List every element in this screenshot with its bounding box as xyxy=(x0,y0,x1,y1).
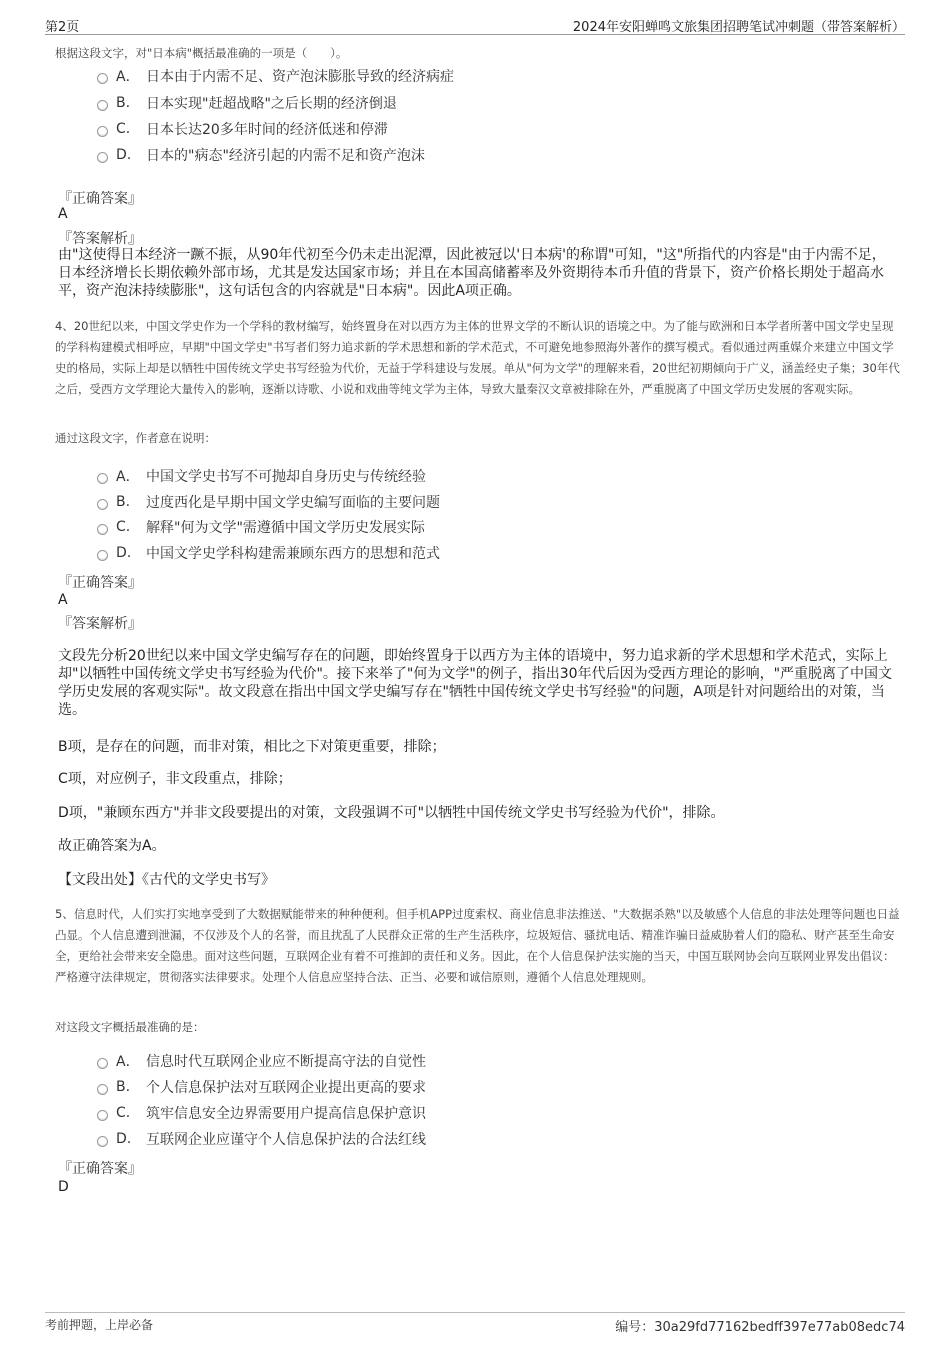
explanation-label: 『答案解析』 xyxy=(58,616,142,632)
option-d[interactable]: D. 中国文学史学科构建需兼顾东西方的思想和范式 xyxy=(97,543,440,563)
option-b[interactable]: B. 过度西化是早期中国文学史编写面临的主要问题 xyxy=(97,492,440,512)
page-header xyxy=(45,14,905,35)
radio-button[interactable] xyxy=(97,100,108,111)
option-d-note: D项，"兼顾东西方"并非文段要提出的对策，文段强调不可"以牺牲中国传统文学史书写经验为代价"，排除。 xyxy=(58,805,725,821)
document-title: 2024年安阳蝉鸣文旅集团招聘笔试冲刺题（带答案解析） xyxy=(572,20,905,35)
radio-button[interactable] xyxy=(97,126,108,137)
page-footer xyxy=(45,1312,905,1335)
explanation-text: 由"这使得日本经济一蹶不振，从90年代初至今仍未走出泥潭，因此被冠以'日本病'的称谓"可知，"这"所指代的内容是"由于内需不足，日本经济增长长期依赖外部市场，尤其是发达国家市场；并且在本国高储蓄率及外资期待本币升值的背景下，资产价格长期处于超高水平，资产泡沫持续膨胀"，这句话包含的内容就是"日本病"。因此A项正确。 xyxy=(58,247,886,299)
question-stem: 通过这段文字，作者意在说明： xyxy=(55,431,216,445)
radio-button[interactable] xyxy=(97,73,108,84)
radio-button[interactable] xyxy=(97,550,108,561)
option-b-note: B项，是存在的问题，而非对策，相比之下对策更重要，排除； xyxy=(58,739,446,755)
correct-answer: A xyxy=(58,592,68,608)
option-c[interactable]: C. 解释"何为文学"需遵循中国文学历史发展实际 xyxy=(97,517,425,537)
correct-answer-label: 『正确答案』 xyxy=(58,191,142,207)
question-stem: 对这段文字概括最准确的是： xyxy=(55,1020,205,1034)
option-d[interactable]: D. 日本的"病态"经济引起的内需不足和资产泡沫 xyxy=(97,145,425,165)
question-stem: 根据这段文字，对"日本病"概括最准确的一项是（ ）。 xyxy=(55,46,348,60)
radio-button[interactable] xyxy=(97,1136,108,1147)
option-c[interactable]: C. 筑牢信息安全边界需要用户提高信息保护意识 xyxy=(97,1103,426,1123)
question-passage: 5、信息时代，人们实打实地享受到了大数据赋能带来的种种便利。但手机APP过度索权、商业信息非法推送、"大数据杀熟"以及敏感个人信息的非法处理等问题也日益凸显。个人信息遭到泄漏，不仅涉及个人的名誉，而且扰乱了人民群众正常的生产生活秩序，垃圾短信、骚扰电话、精准诈骗日益威胁着人们的隐私、财产甚至生命安全，更给社会带来安全隐患。面对这些问题，互联网企业有着不可推卸的责任和义务。因此，在个人信息保护法实施的当天，中国互联网协会向互联网业界发出倡议：严格遵守法律规定，贯彻落实法律要求。处理个人信息应坚持合法、正当、必要和诚信原则，遵循个人信息处理规则。 xyxy=(55,907,900,984)
radio-button[interactable] xyxy=(97,1058,108,1069)
correct-answer: D xyxy=(58,1179,69,1195)
page-number: 第2页 xyxy=(45,20,80,35)
document-code: 编号：30a29fd77162bedff397e77ab08edc74 xyxy=(615,1320,905,1335)
explanation-text: 文段先分析20世纪以来中国文学史编写存在的问题，即始终置身于以西方为主体的语境中，努力追求新的学术思想和学术范式，实际上却"以牺牲中国传统文学史书写经验为代价"。接下来举了"何为文学"的例子，指出30年代后因为受西方理论的影响，"严重脱离了中国文学历史发展的客观实际"。故文段意在指出中国文学史编写存在"牺牲中国传统文学史书写经验"的问题，A项是针对问题给出的对策，当选。 xyxy=(58,648,893,718)
passage-source: 【文段出处】《古代的文学史书写》 xyxy=(58,872,275,888)
option-a[interactable]: A． 日本由于内需不足、资产泡沫膨胀导致的经济病症 xyxy=(97,66,454,86)
radio-button[interactable] xyxy=(97,524,108,535)
radio-button[interactable] xyxy=(97,1084,108,1095)
option-b[interactable]: B. 个人信息保护法对互联网企业提出更高的要求 xyxy=(97,1077,426,1097)
footer-slogan: 考前押题，上岸必备 xyxy=(45,1318,154,1332)
option-a[interactable]: A． 信息时代互联网企业应不断提高守法的自觉性 xyxy=(97,1051,426,1071)
correct-answer-label: 『正确答案』 xyxy=(58,1161,142,1177)
option-a[interactable]: A． 中国文学史书写不可抛却自身历史与传统经验 xyxy=(97,466,426,486)
option-c-note: C项，对应例子，非文段重点，排除； xyxy=(58,771,292,787)
question-passage: 4、20世纪以来，中国文学史作为一个学科的教材编写，始终置身在对以西方为主体的世界文学的不断认识的语境之中。为了能与欧洲和日本学者所著中国文学史呈现的学科构建模式相呼应，早期"中国文学史"书写者们努力追求新的学术思想和新的学术范式，不可避免地参照海外著作的撰写模式。看似通过两重媒介来建立中国文学史的格局，实际上却是以牺牲中国传统文学史书写经验为代价，无益于学科建设与发展。单从"何为文学"的理解来看，20世纪初期倾向于广义，涵盖经史子集；30年代之后，受西方文学理论大量传入的影响，逐渐以诗歌、小说和戏曲等纯文学为主体，导致大量秦汉文章被排除在外，严重脱离了中国文学历史发展的客观实际。 xyxy=(55,319,900,396)
correct-answer: A xyxy=(58,206,68,222)
option-c[interactable]: C. 日本长达20多年时间的经济低迷和停滞 xyxy=(97,119,388,139)
option-b[interactable]: B. 日本实现"赶超战略"之后长期的经济倒退 xyxy=(97,93,397,113)
radio-button[interactable] xyxy=(97,499,108,510)
radio-button[interactable] xyxy=(97,152,108,163)
correct-answer-label: 『正确答案』 xyxy=(58,575,142,591)
option-d[interactable]: D. 互联网企业应谨守个人信息保护法的合法红线 xyxy=(97,1129,426,1149)
explanation-label: 『答案解析』 xyxy=(58,231,142,247)
radio-button[interactable] xyxy=(97,1110,108,1121)
conclusion: 故正确答案为A。 xyxy=(58,838,166,854)
radio-button[interactable] xyxy=(97,473,108,484)
